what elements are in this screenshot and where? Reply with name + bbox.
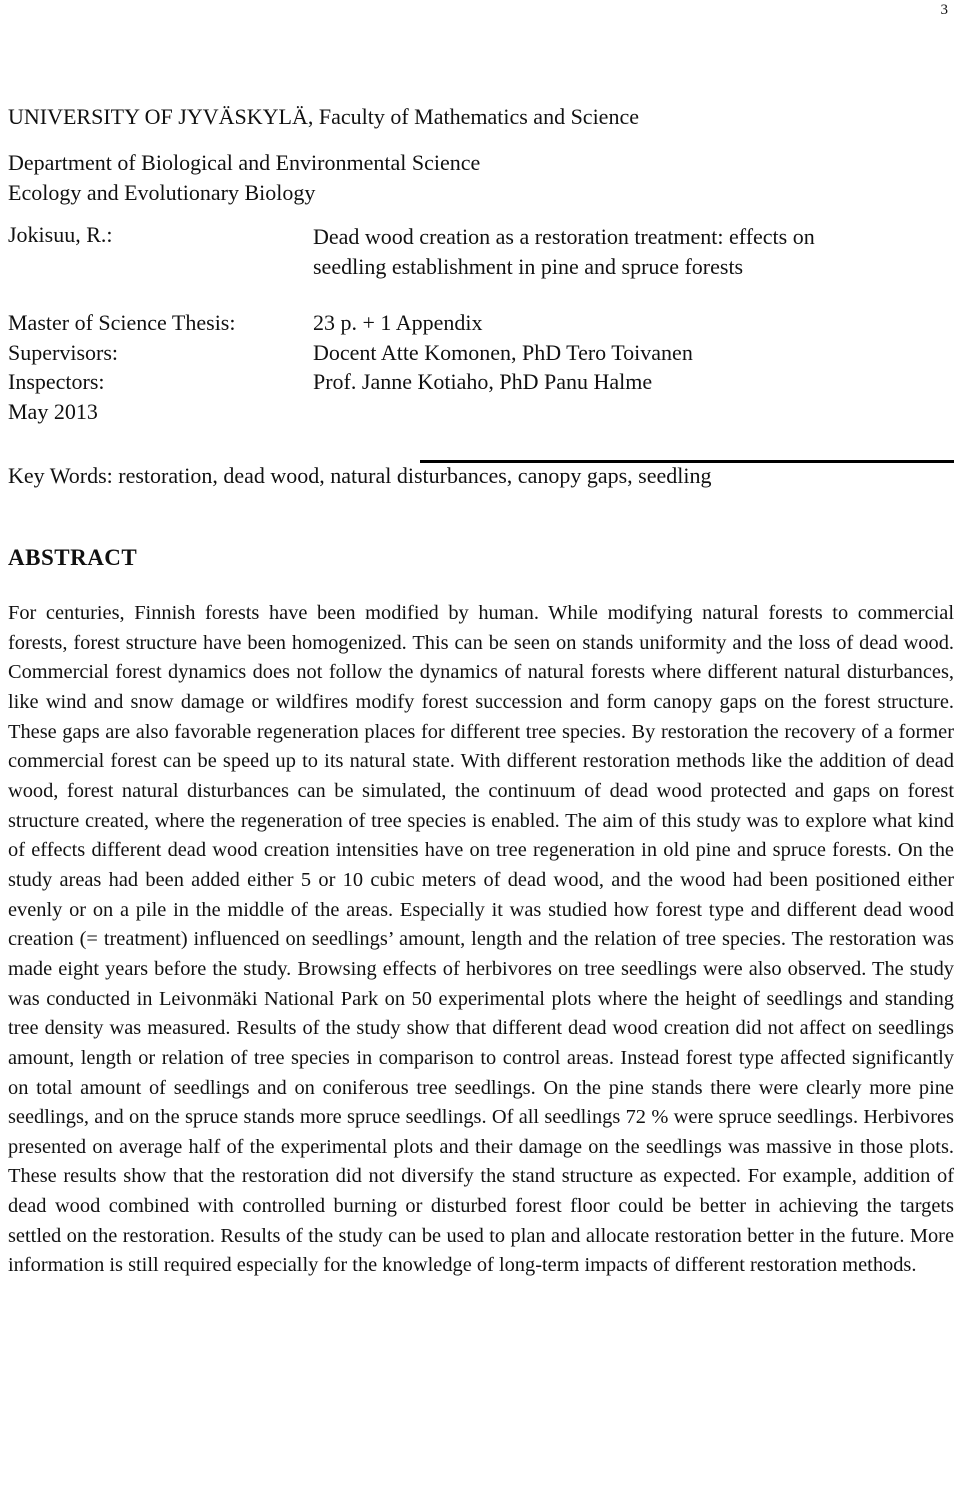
thesis-label: Master of Science Thesis:: [8, 310, 236, 335]
abstract-body: For centuries, Finnish forests have been modified by human. While modifying natural forests to commercial forests, forest structure have been homogenized. This can be seen on stands uniformity and the loss of dead wood. Commercial forest dynamics does not follow the dynamics of natural forests where different natural disturbances, like wind and snow damage or wildfires modify forest succession and form canopy gaps on the forest structure. These gaps are also favorable regeneration places for different tree species. By restoration the recovery of a former commercial forest can be speed up to its natural state. With different restoration methods like the addition of dead wood, forest natural disturbances can be simulated, the continuum of dead wood protected and gaps on forest structure created, where the regeneration of tree species is enabled. The aim of this study was to explore what kind of effects different dead wood creation intensities have on tree regeneration in old pine and spruce forests. On the study areas had been added either 5 or 10 cubic meters of dead wood, and the wood had been positioned either evenly or on a pile in the middle of the areas. Especially it was studied how forest type and different dead wood creation (= treatment) influenced on seedlings’ amount, length and the relation of tree species. The restoration was made eight years before the study. Browsing effects of herbivores on tree seedlings were also observed. The study was conducted in Leivonmäki National Park on 50 experimental plots where the height of seedlings and standing tree density was measured. Results of the study show that different dead wood creation did not affect on seedlings amount, length or relation of tree species in comparison to control areas. Instead forest type affected significantly on total amount of seedlings and on coniferous tree seedlings. On the pine stands there were clearly more pine seedlings, and on the spruce stands more spruce seedlings. Of all seedlings 72 % were spruce seedlings. Herbivores presented on average half of the experimental plots and their damage on the seedlings was massive in those plots. These results show that the restoration did not diversify the stand structure as expected. For example, addition of dead wood combined with controlled burning or disturbed forest floor could be better in achieving the targets settled on the restoration. Results of the study can be used to plan and allocate restoration better in the future. More information is still required especially for the knowledge of long-term impacts of different restoration methods.: [8, 602, 954, 1277]
thesis-pages: 23 p. + 1 Appendix: [313, 310, 483, 335]
inspectors-row: [8, 369, 653, 395]
thesis-title-line-1: Dead wood creation as a restoration treatment: effects on: [313, 224, 815, 249]
inspectors-label: Inspectors:: [8, 369, 105, 394]
thesis-row: [8, 310, 483, 336]
author-row: [8, 222, 113, 248]
inspectors-names: Prof. Janne Kotiaho, PhD Panu Halme: [313, 369, 653, 394]
department-name: Department of Biological and Environmental Science: [8, 150, 481, 175]
supervisors-row: [8, 340, 693, 366]
author-label: Jokisuu, R.:: [8, 222, 113, 247]
discipline-name: Ecology and Evolutionary Biology: [8, 180, 316, 205]
supervisors-label: Supervisors:: [8, 340, 118, 365]
thesis-title-line-2: seedling establishment in pine and spruce forests: [313, 254, 744, 279]
thesis-title: [313, 222, 815, 282]
keywords-line: Key Words: restoration, dead wood, natural disturbances, canopy gaps, seedling: [8, 463, 712, 488]
abstract-heading: ABSTRACT: [8, 545, 138, 570]
thesis-date: May 2013: [8, 399, 98, 424]
department-block: [8, 148, 480, 208]
date-row: [8, 399, 98, 425]
university-heading: UNIVERSITY OF JYVÄSKYLÄ, Faculty of Mathematics and Science: [8, 104, 639, 129]
supervisors-names: Docent Atte Komonen, PhD Tero Toivanen: [313, 340, 693, 365]
page-number: 3: [940, 2, 948, 18]
